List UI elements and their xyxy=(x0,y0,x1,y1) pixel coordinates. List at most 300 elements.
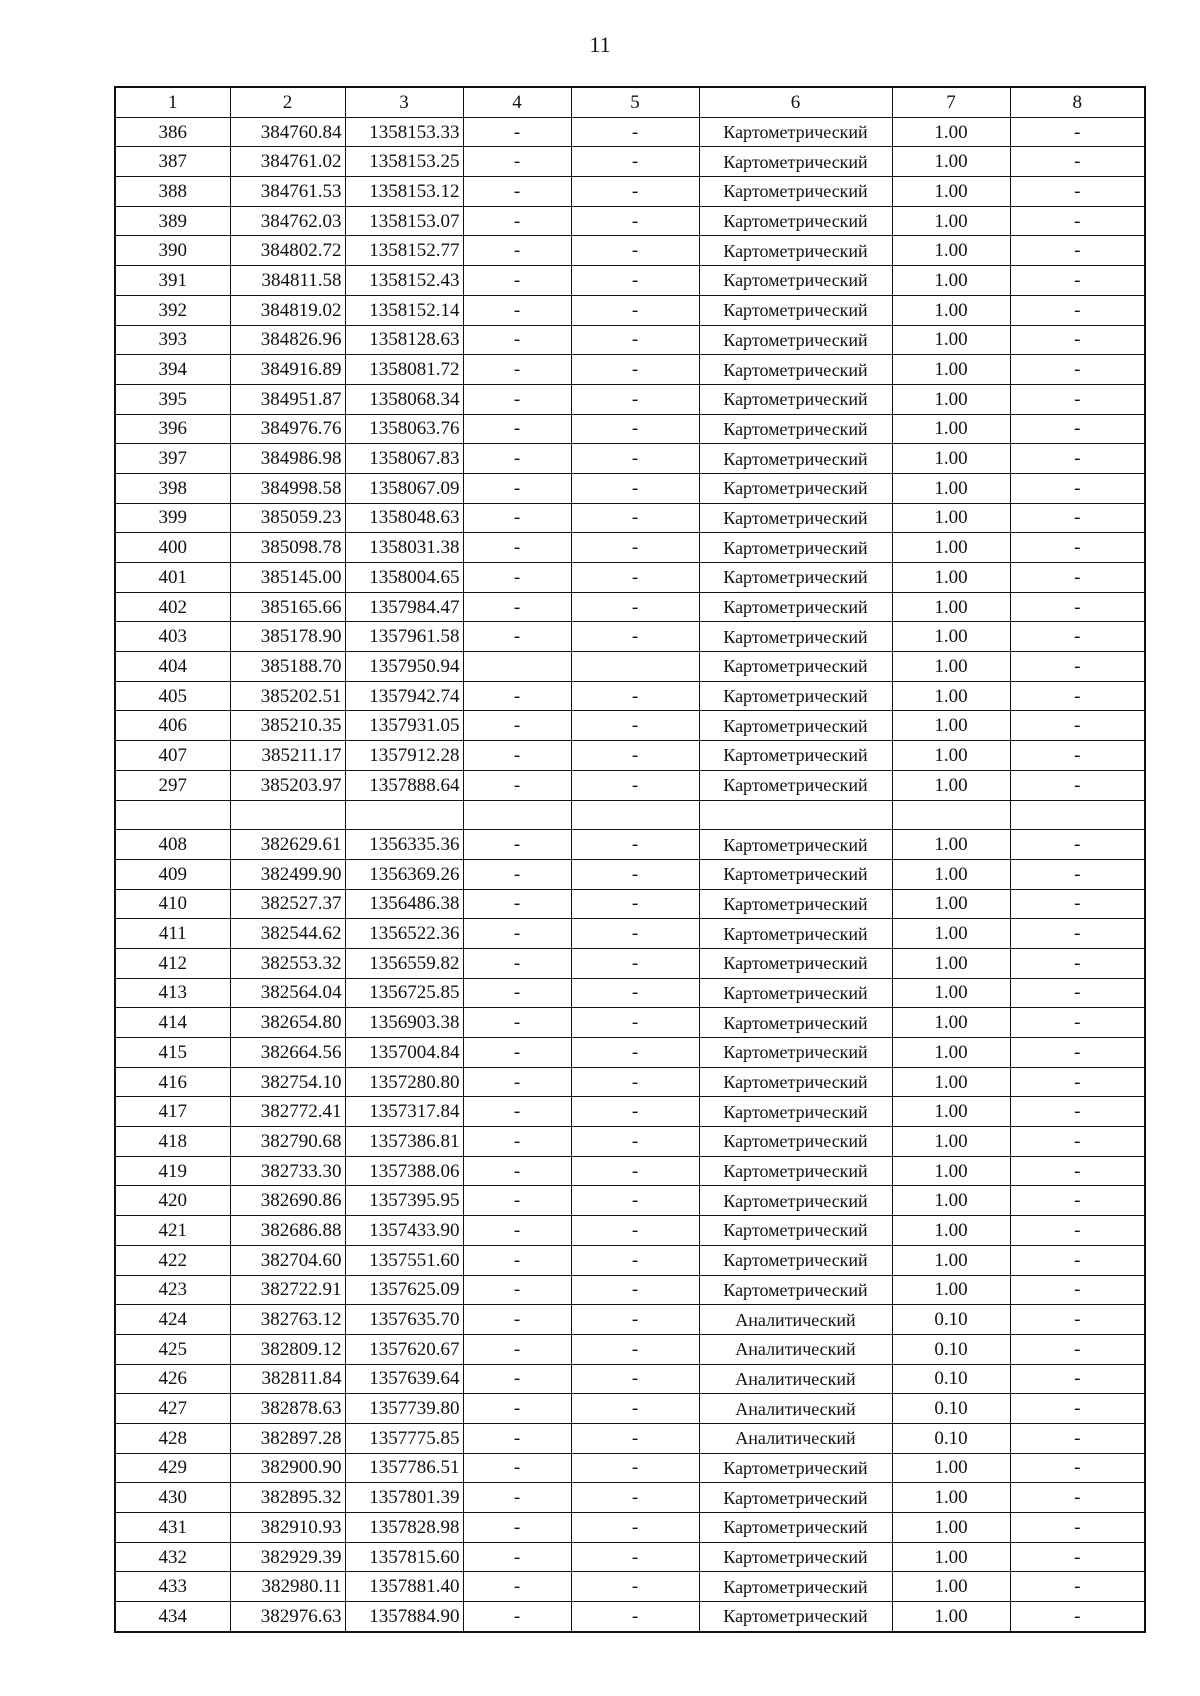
cell-x-coordinate: 382553.32 xyxy=(230,948,345,978)
cell-col-4: - xyxy=(463,1394,571,1424)
cell-accuracy: 1.00 xyxy=(892,473,1010,503)
cell-col-4: - xyxy=(463,266,571,296)
header-row xyxy=(115,87,1145,117)
cell-x-coordinate: 382722.91 xyxy=(230,1275,345,1305)
cell-accuracy: 1.00 xyxy=(892,1453,1010,1483)
cell-point-number: 406 xyxy=(115,711,230,741)
cell-col-8: - xyxy=(1010,1156,1145,1186)
cell-accuracy: 1.00 xyxy=(892,978,1010,1008)
cell-col-4: - xyxy=(463,978,571,1008)
cell-accuracy: 0.10 xyxy=(892,1334,1010,1364)
cell-y-coordinate: 1357395.95 xyxy=(345,1186,463,1216)
cell-y-coordinate: 1358004.65 xyxy=(345,563,463,593)
cell-col-8: - xyxy=(1010,978,1145,1008)
cell-point-number: 425 xyxy=(115,1334,230,1364)
cell-accuracy: 1.00 xyxy=(892,1216,1010,1246)
cell-x-coordinate: 384916.89 xyxy=(230,355,345,385)
table-row xyxy=(115,1156,1145,1186)
cell-x-coordinate: 384986.98 xyxy=(230,444,345,474)
header-cell-1: 1 xyxy=(115,87,230,117)
cell-col-4: - xyxy=(463,1275,571,1305)
cell-accuracy: 1.00 xyxy=(892,1127,1010,1157)
table-row xyxy=(115,1127,1145,1157)
cell-y-coordinate: 1358048.63 xyxy=(345,503,463,533)
cell-x-coordinate: 382900.90 xyxy=(230,1453,345,1483)
cell-method: Картометрический xyxy=(699,1097,892,1127)
cell-method: Аналитический xyxy=(699,1394,892,1424)
cell-point-number: 388 xyxy=(115,177,230,207)
cell-point-number: 426 xyxy=(115,1364,230,1394)
cell-y-coordinate xyxy=(345,800,463,830)
cell-col-5: - xyxy=(571,147,699,177)
cell-method: Картометрический xyxy=(699,592,892,622)
cell-y-coordinate: 1357912.28 xyxy=(345,741,463,771)
header-cell-8: 8 xyxy=(1010,87,1145,117)
cell-method: Картометрический xyxy=(699,503,892,533)
cell-point-number: 421 xyxy=(115,1216,230,1246)
cell-y-coordinate: 1358152.77 xyxy=(345,236,463,266)
cell-x-coordinate: 385203.97 xyxy=(230,770,345,800)
cell-point-number: 424 xyxy=(115,1305,230,1335)
cell-col-5: - xyxy=(571,1067,699,1097)
table-row xyxy=(115,711,1145,741)
cell-point-number: 416 xyxy=(115,1067,230,1097)
cell-x-coordinate: 382654.80 xyxy=(230,1008,345,1038)
cell-point-number: 394 xyxy=(115,355,230,385)
cell-x-coordinate: 382499.90 xyxy=(230,859,345,889)
cell-x-coordinate: 384761.02 xyxy=(230,147,345,177)
cell-method: Картометрический xyxy=(699,681,892,711)
cell-col-8: - xyxy=(1010,1067,1145,1097)
cell-accuracy: 1.00 xyxy=(892,592,1010,622)
table-row xyxy=(115,1216,1145,1246)
cell-col-5: - xyxy=(571,1334,699,1364)
cell-col-4 xyxy=(463,652,571,682)
cell-y-coordinate: 1358081.72 xyxy=(345,355,463,385)
cell-x-coordinate: 385202.51 xyxy=(230,681,345,711)
table-row xyxy=(115,622,1145,652)
cell-point-number: 422 xyxy=(115,1245,230,1275)
cell-point-number: 423 xyxy=(115,1275,230,1305)
cell-col-8: - xyxy=(1010,473,1145,503)
cell-col-5: - xyxy=(571,206,699,236)
cell-accuracy: 1.00 xyxy=(892,533,1010,563)
cell-method: Картометрический xyxy=(699,1542,892,1572)
table-row xyxy=(115,948,1145,978)
cell-point-number: 398 xyxy=(115,473,230,503)
cell-col-4: - xyxy=(463,503,571,533)
table-row xyxy=(115,1572,1145,1602)
cell-method: Картометрический xyxy=(699,1245,892,1275)
cell-x-coordinate: 385145.00 xyxy=(230,563,345,593)
cell-col-5: - xyxy=(571,503,699,533)
cell-y-coordinate: 1357786.51 xyxy=(345,1453,463,1483)
cell-y-coordinate: 1357801.39 xyxy=(345,1483,463,1513)
cell-point-number: 433 xyxy=(115,1572,230,1602)
cell-col-8: - xyxy=(1010,1453,1145,1483)
cell-y-coordinate: 1357625.09 xyxy=(345,1275,463,1305)
cell-method: Картометрический xyxy=(699,1216,892,1246)
cell-col-8: - xyxy=(1010,859,1145,889)
cell-col-4: - xyxy=(463,295,571,325)
table-row xyxy=(115,1423,1145,1453)
header-cell-7: 7 xyxy=(892,87,1010,117)
cell-method: Картометрический xyxy=(699,741,892,771)
cell-col-5: - xyxy=(571,1453,699,1483)
cell-col-5: - xyxy=(571,236,699,266)
cell-point-number: 386 xyxy=(115,117,230,147)
cell-y-coordinate: 1358153.07 xyxy=(345,206,463,236)
table-row xyxy=(115,266,1145,296)
cell-x-coordinate: 382976.63 xyxy=(230,1602,345,1632)
cell-col-8: - xyxy=(1010,1334,1145,1364)
cell-col-8: - xyxy=(1010,533,1145,563)
cell-x-coordinate: 385178.90 xyxy=(230,622,345,652)
cell-method: Картометрический xyxy=(699,948,892,978)
cell-col-8: - xyxy=(1010,741,1145,771)
cell-point-number: 417 xyxy=(115,1097,230,1127)
cell-col-4: - xyxy=(463,1127,571,1157)
cell-x-coordinate: 382544.62 xyxy=(230,919,345,949)
cell-col-4: - xyxy=(463,1513,571,1543)
cell-accuracy: 1.00 xyxy=(892,295,1010,325)
cell-point-number: 415 xyxy=(115,1038,230,1068)
cell-point-number: 396 xyxy=(115,414,230,444)
cell-method: Картометрический xyxy=(699,1127,892,1157)
cell-col-8: - xyxy=(1010,266,1145,296)
cell-accuracy: 1.00 xyxy=(892,177,1010,207)
cell-y-coordinate: 1357828.98 xyxy=(345,1513,463,1543)
cell-accuracy: 0.10 xyxy=(892,1423,1010,1453)
cell-accuracy: 1.00 xyxy=(892,919,1010,949)
cell-col-4: - xyxy=(463,741,571,771)
table-row xyxy=(115,592,1145,622)
cell-accuracy: 1.00 xyxy=(892,1186,1010,1216)
cell-col-5: - xyxy=(571,1483,699,1513)
cell-col-8: - xyxy=(1010,1008,1145,1038)
cell-x-coordinate: 382763.12 xyxy=(230,1305,345,1335)
cell-col-4: - xyxy=(463,325,571,355)
cell-method: Картометрический xyxy=(699,652,892,682)
cell-accuracy: 1.00 xyxy=(892,652,1010,682)
table-row xyxy=(115,1364,1145,1394)
cell-col-5: - xyxy=(571,1394,699,1424)
cell-col-5: - xyxy=(571,1423,699,1453)
cell-col-8: - xyxy=(1010,1097,1145,1127)
cell-method: Картометрический xyxy=(699,384,892,414)
cell-accuracy: 1.00 xyxy=(892,236,1010,266)
cell-accuracy: 1.00 xyxy=(892,830,1010,860)
cell-col-4: - xyxy=(463,1156,571,1186)
cell-method: Картометрический xyxy=(699,266,892,296)
cell-x-coordinate: 382754.10 xyxy=(230,1067,345,1097)
cell-point-number: 408 xyxy=(115,830,230,860)
table-row xyxy=(115,1038,1145,1068)
cell-method: Картометрический xyxy=(699,978,892,1008)
cell-point-number: 393 xyxy=(115,325,230,355)
cell-col-5: - xyxy=(571,384,699,414)
cell-col-8: - xyxy=(1010,563,1145,593)
cell-col-5: - xyxy=(571,1216,699,1246)
cell-col-4: - xyxy=(463,1334,571,1364)
cell-accuracy: 1.00 xyxy=(892,1156,1010,1186)
cell-col-4: - xyxy=(463,384,571,414)
cell-point-number: 409 xyxy=(115,859,230,889)
cell-accuracy: 1.00 xyxy=(892,444,1010,474)
table-row xyxy=(115,770,1145,800)
cell-y-coordinate: 1357388.06 xyxy=(345,1156,463,1186)
cell-point-number: 428 xyxy=(115,1423,230,1453)
cell-col-4: - xyxy=(463,1008,571,1038)
cell-col-5: - xyxy=(571,1008,699,1038)
cell-point-number xyxy=(115,800,230,830)
cell-col-5: - xyxy=(571,266,699,296)
cell-col-8: - xyxy=(1010,1423,1145,1453)
cell-col-4: - xyxy=(463,1423,571,1453)
cell-y-coordinate: 1357004.84 xyxy=(345,1038,463,1068)
cell-col-5: - xyxy=(571,473,699,503)
table-row xyxy=(115,563,1145,593)
cell-col-4: - xyxy=(463,1572,571,1602)
cell-method: Картометрический xyxy=(699,1513,892,1543)
cell-method: Картометрический xyxy=(699,1275,892,1305)
cell-point-number: 430 xyxy=(115,1483,230,1513)
cell-method: Картометрический xyxy=(699,1572,892,1602)
cell-y-coordinate: 1358128.63 xyxy=(345,325,463,355)
cell-col-4: - xyxy=(463,770,571,800)
cell-point-number: 411 xyxy=(115,919,230,949)
cell-col-8: - xyxy=(1010,1186,1145,1216)
table-row xyxy=(115,652,1145,682)
header-cell-2: 2 xyxy=(230,87,345,117)
cell-accuracy: 1.00 xyxy=(892,889,1010,919)
cell-method: Картометрический xyxy=(699,830,892,860)
cell-accuracy: 1.00 xyxy=(892,355,1010,385)
cell-y-coordinate: 1357386.81 xyxy=(345,1127,463,1157)
cell-method: Картометрический xyxy=(699,206,892,236)
table-row xyxy=(115,800,1145,830)
cell-point-number: 420 xyxy=(115,1186,230,1216)
cell-y-coordinate: 1358152.43 xyxy=(345,266,463,296)
cell-x-coordinate: 382910.93 xyxy=(230,1513,345,1543)
cell-y-coordinate: 1357984.47 xyxy=(345,592,463,622)
cell-col-8: - xyxy=(1010,444,1145,474)
cell-col-4: - xyxy=(463,592,571,622)
cell-col-5: - xyxy=(571,325,699,355)
cell-col-8: - xyxy=(1010,236,1145,266)
cell-col-8: - xyxy=(1010,1572,1145,1602)
cell-col-5: - xyxy=(571,681,699,711)
cell-point-number: 410 xyxy=(115,889,230,919)
cell-x-coordinate: 382664.56 xyxy=(230,1038,345,1068)
cell-point-number: 431 xyxy=(115,1513,230,1543)
cell-col-4 xyxy=(463,800,571,830)
cell-col-4: - xyxy=(463,444,571,474)
cell-point-number: 392 xyxy=(115,295,230,325)
cell-col-8: - xyxy=(1010,889,1145,919)
cell-method: Аналитический xyxy=(699,1305,892,1335)
cell-col-4: - xyxy=(463,533,571,563)
cell-method: Картометрический xyxy=(699,622,892,652)
cell-x-coordinate: 384762.03 xyxy=(230,206,345,236)
cell-x-coordinate: 384976.76 xyxy=(230,414,345,444)
cell-accuracy: 1.00 xyxy=(892,1513,1010,1543)
cell-method: Картометрический xyxy=(699,325,892,355)
cell-col-4: - xyxy=(463,1038,571,1068)
cell-accuracy: 0.10 xyxy=(892,1394,1010,1424)
cell-col-8: - xyxy=(1010,1394,1145,1424)
cell-col-8: - xyxy=(1010,355,1145,385)
cell-method: Картометрический xyxy=(699,1602,892,1632)
cell-point-number: 418 xyxy=(115,1127,230,1157)
table-row xyxy=(115,1513,1145,1543)
table-row xyxy=(115,1008,1145,1038)
coordinates-table xyxy=(114,86,1146,1633)
cell-y-coordinate: 1358068.34 xyxy=(345,384,463,414)
cell-method: Картометрический xyxy=(699,117,892,147)
cell-y-coordinate: 1358063.76 xyxy=(345,414,463,444)
cell-y-coordinate: 1356335.36 xyxy=(345,830,463,860)
cell-col-4: - xyxy=(463,1305,571,1335)
cell-col-5: - xyxy=(571,1602,699,1632)
cell-point-number: 407 xyxy=(115,741,230,771)
cell-x-coordinate: 384998.58 xyxy=(230,473,345,503)
cell-y-coordinate: 1357739.80 xyxy=(345,1394,463,1424)
cell-x-coordinate: 382690.86 xyxy=(230,1186,345,1216)
cell-col-8: - xyxy=(1010,830,1145,860)
cell-x-coordinate: 382629.61 xyxy=(230,830,345,860)
cell-point-number: 390 xyxy=(115,236,230,266)
cell-method: Аналитический xyxy=(699,1334,892,1364)
cell-col-5: - xyxy=(571,1275,699,1305)
cell-accuracy: 1.00 xyxy=(892,414,1010,444)
table-row xyxy=(115,1334,1145,1364)
cell-y-coordinate: 1357639.64 xyxy=(345,1364,463,1394)
cell-col-4: - xyxy=(463,859,571,889)
cell-col-8: - xyxy=(1010,177,1145,207)
table-row xyxy=(115,147,1145,177)
cell-method: Картометрический xyxy=(699,414,892,444)
cell-y-coordinate: 1357888.64 xyxy=(345,770,463,800)
cell-y-coordinate: 1357942.74 xyxy=(345,681,463,711)
cell-y-coordinate: 1357931.05 xyxy=(345,711,463,741)
cell-point-number: 414 xyxy=(115,1008,230,1038)
cell-col-8: - xyxy=(1010,1245,1145,1275)
table-row xyxy=(115,1542,1145,1572)
cell-x-coordinate: 382878.63 xyxy=(230,1394,345,1424)
cell-col-8: - xyxy=(1010,117,1145,147)
cell-method: Картометрический xyxy=(699,1038,892,1068)
cell-point-number: 434 xyxy=(115,1602,230,1632)
cell-point-number: 404 xyxy=(115,652,230,682)
cell-method: Картометрический xyxy=(699,1453,892,1483)
table-row xyxy=(115,919,1145,949)
cell-x-coordinate: 384951.87 xyxy=(230,384,345,414)
cell-method: Картометрический xyxy=(699,177,892,207)
cell-x-coordinate: 382895.32 xyxy=(230,1483,345,1513)
cell-x-coordinate: 384826.96 xyxy=(230,325,345,355)
cell-method: Картометрический xyxy=(699,473,892,503)
cell-x-coordinate xyxy=(230,800,345,830)
cell-method: Картометрический xyxy=(699,711,892,741)
cell-y-coordinate: 1358067.09 xyxy=(345,473,463,503)
cell-method: Картометрический xyxy=(699,1067,892,1097)
cell-x-coordinate: 382809.12 xyxy=(230,1334,345,1364)
cell-accuracy: 1.00 xyxy=(892,1572,1010,1602)
cell-method: Аналитический xyxy=(699,1423,892,1453)
cell-point-number: 389 xyxy=(115,206,230,236)
page-number: 11 xyxy=(589,32,611,57)
cell-method: Картометрический xyxy=(699,355,892,385)
cell-accuracy: 1.00 xyxy=(892,741,1010,771)
cell-accuracy: 1.00 xyxy=(892,563,1010,593)
cell-y-coordinate: 1357551.60 xyxy=(345,1245,463,1275)
cell-col-5: - xyxy=(571,295,699,325)
cell-y-coordinate: 1357620.67 xyxy=(345,1334,463,1364)
cell-accuracy: 1.00 xyxy=(892,1602,1010,1632)
header-cell-3: 3 xyxy=(345,87,463,117)
cell-col-8: - xyxy=(1010,652,1145,682)
cell-col-8: - xyxy=(1010,711,1145,741)
cell-col-8: - xyxy=(1010,325,1145,355)
cell-col-4: - xyxy=(463,1067,571,1097)
cell-method: Картометрический xyxy=(699,533,892,563)
cell-method: Картометрический xyxy=(699,563,892,593)
cell-col-5: - xyxy=(571,117,699,147)
cell-accuracy: 1.00 xyxy=(892,503,1010,533)
table-row xyxy=(115,978,1145,1008)
cell-accuracy: 0.10 xyxy=(892,1305,1010,1335)
cell-accuracy: 1.00 xyxy=(892,1097,1010,1127)
cell-col-8: - xyxy=(1010,384,1145,414)
table-row xyxy=(115,1067,1145,1097)
cell-accuracy: 1.00 xyxy=(892,948,1010,978)
cell-col-4: - xyxy=(463,1097,571,1127)
cell-x-coordinate: 385165.66 xyxy=(230,592,345,622)
cell-method: Аналитический xyxy=(699,1364,892,1394)
cell-method: Картометрический xyxy=(699,1156,892,1186)
cell-x-coordinate: 382929.39 xyxy=(230,1542,345,1572)
table-row xyxy=(115,1394,1145,1424)
cell-col-5: - xyxy=(571,622,699,652)
cell-y-coordinate: 1358152.14 xyxy=(345,295,463,325)
cell-method: Картометрический xyxy=(699,295,892,325)
cell-col-5: - xyxy=(571,919,699,949)
cell-col-4: - xyxy=(463,1186,571,1216)
cell-col-5: - xyxy=(571,889,699,919)
cell-accuracy xyxy=(892,800,1010,830)
table-row xyxy=(115,1602,1145,1632)
table-row xyxy=(115,384,1145,414)
cell-accuracy: 1.00 xyxy=(892,1067,1010,1097)
cell-y-coordinate: 1357317.84 xyxy=(345,1097,463,1127)
cell-col-4: - xyxy=(463,1216,571,1246)
cell-col-4: - xyxy=(463,1483,571,1513)
cell-y-coordinate: 1357950.94 xyxy=(345,652,463,682)
cell-accuracy: 0.10 xyxy=(892,1364,1010,1394)
cell-col-4: - xyxy=(463,830,571,860)
cell-method: Картометрический xyxy=(699,444,892,474)
cell-col-8: - xyxy=(1010,592,1145,622)
cell-y-coordinate: 1357884.90 xyxy=(345,1602,463,1632)
cell-y-coordinate: 1357635.70 xyxy=(345,1305,463,1335)
cell-col-5: - xyxy=(571,1127,699,1157)
cell-point-number: 402 xyxy=(115,592,230,622)
cell-x-coordinate: 382704.60 xyxy=(230,1245,345,1275)
table-row xyxy=(115,830,1145,860)
cell-point-number: 412 xyxy=(115,948,230,978)
cell-y-coordinate: 1358153.25 xyxy=(345,147,463,177)
